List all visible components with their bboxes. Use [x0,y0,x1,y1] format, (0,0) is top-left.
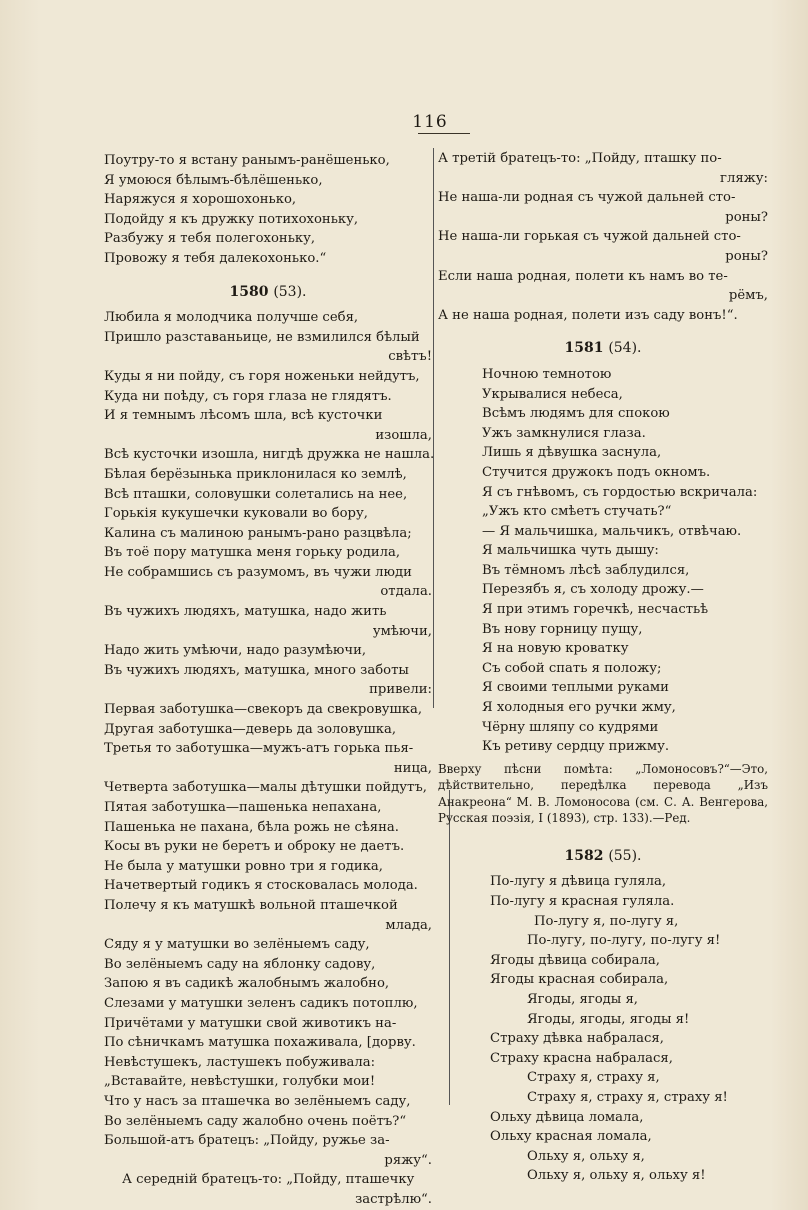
poem-line: Горькія кукушечки куковали во бору, [104,506,368,522]
poem-line: Невѣстушекъ, ластушекъ побуживала: [104,1054,376,1070]
poem-line: По сѣничкамъ матушка похаживала, [дорву. [104,1035,416,1051]
poem-line: ряжу“. [384,1152,432,1168]
poem-line: Первая заботушка—свекоръ да свекровушка, [104,702,423,718]
poem-line: умѣючи, [372,623,432,639]
poem-line: Наряжуся я хорошохонько, [104,192,297,208]
poem-line: свѣтъ! [388,349,432,365]
poem-line: Полечу я къ матушкѣ вольной пташечкой [104,897,398,913]
poem-line: Ольху дѣвица ломала, [490,1109,644,1125]
editorial-note: Вверху пѣсни помѣта: „Ломоносовъ?“—Это, дѣйствительно, передѣлка перевода „Изъ Анакреона“ М. В. Ломоносова (см. С. А. Венгерова, Русская поэзія, I (1893), стр. 133).—Ред. [438,761,768,826]
poem-line: Въ нову горницу пущу, [482,621,643,637]
poem-line: Въ чужихъ людяхъ, матушка, надо жить [104,604,387,620]
song-heading-1582 [438,847,768,867]
poem-line: „Ужъ кто смѣетъ стучать?“ [482,504,672,520]
poem-1582 [438,872,768,1186]
poem-line: Ягоды дѣвица собирала, [490,952,660,968]
poem-line: Четверта заботушка—малы дѣтушки пойдутъ, [104,780,427,796]
poem-line: Съ собой спать я положу; [482,660,662,676]
poem-line: Ягоды, ягоды я, [527,991,638,1007]
poem-line: млада, [385,917,432,933]
poem-line: Если наша родная, полети къ намъ во те- [438,268,728,284]
poem-line: ница, [393,760,432,776]
poem-line: Сяду я у матушки во зелёныемъ саду, [104,937,370,953]
poem-line: Ягоды, ягоды, ягоды я! [527,1011,690,1027]
song-heading-1581 [438,339,768,359]
poem-line: Я умоюся бѣлымъ-бѣлёшенько, [104,172,323,188]
poem-line: Бѣлая берёзынька приклонилася ко землѣ, [104,466,407,482]
song-number: 1580 [229,283,269,300]
song-ref: (53). [273,283,307,300]
poem-line: отдала. [380,584,432,600]
poem-line: Стучится дружокъ подъ окномъ. [482,464,711,480]
poem-1580-continuation [438,149,768,325]
poem-line: Я на новую кроватку [482,641,629,657]
poem-line: Не собрамшись съ разумомъ, въ чужи люди [104,564,412,580]
poem-line: Всѣ кусточки изошла, нигдѣ дружка не нашла. [104,447,435,463]
poem-line: Страху я, страху я, [527,1070,660,1086]
poem-line: По-лугу я дѣвица гуляла, [490,874,667,890]
poem-line: Любила я молодчика получше себя, [104,310,359,326]
poem-line: Начетвертый годикъ я стосковалась молода. [104,878,418,894]
poem-line: Причётами у матушки свой животикъ на- [104,1015,397,1031]
poem-line: Всѣ пташки, соловушки солетались на нее, [104,486,408,502]
poem-line: Ягоды красная собирала, [490,972,669,988]
poem-1580 [104,308,435,1209]
poem-1581 [438,365,768,757]
poem-line: роны? [725,209,768,225]
poem-line: Пятая заботушка—пашенька непахана, [104,800,382,815]
poem-line: Другая заботушка—деверь да золовушка, [104,721,397,737]
poem-line: Поутру-то я встану ранымъ-ранёшенько, [104,153,390,168]
poem-ending-block [104,151,432,269]
poem-line: Куда ни поѣду, съ горя глаза не глядятъ. [104,388,392,404]
song-number: 1581 [564,340,604,357]
poem-line: Пришло разставаньице, не взмилился бѣлый [104,329,420,345]
poem-line: Я холодныя его ручки жму, [482,700,676,716]
poem-line: Не наша-ли горькая съ чужой дальней сто- [438,229,741,245]
poem-line: „Вставайте, невѣстушки, голубки мои! [104,1074,376,1090]
poem-line: Надо жить умѣючи, надо разумѣючи, [104,643,367,659]
poem-line: застрѣлю“. [355,1191,432,1207]
poem-line: Ночною темнотою [482,366,612,382]
poem-line: Страху красна набралася, [490,1050,673,1066]
poem-line: — Я мальчишка, мальчикъ, отвѣчаю. [482,523,742,539]
poem-line: Подойду я къ дружку потихохоньку, [104,211,359,227]
poem-line: И я темнымъ лѣсомъ шла, всѣ кусточки [104,408,383,424]
song-number: 1582 [564,847,604,864]
poem-line: роны? [725,248,768,264]
poem-line: Я при этимъ горечкѣ, несчастьѣ [482,602,709,618]
poem-line: Калина съ малиною ранымъ-рано разцвѣла; [104,525,412,541]
poem-line: Перезябъ я, съ холоду дрожу.— [482,582,704,598]
poem-line: По-лугу я красная гуляла. [490,894,675,909]
poem-line: изошла, [375,427,432,443]
poem-line: А третій братецъ-то: „Пойду, пташку по- [438,151,722,166]
poem-line: Что у насъ за пташечка во зелёныемъ саду, [104,1093,411,1109]
poem-line: Въ тоё пору матушка меня горьку родила, [104,545,401,561]
page-number: 116 [412,112,448,132]
poem-line: Ольху я, ольху я, ольху я! [527,1168,706,1184]
poem-line: Я своими теплыми руками [482,680,669,696]
poem-line: А середній братецъ-то: „Пойду, пташечку [122,1172,415,1188]
poem-line: Ольху красная ломала, [490,1129,652,1145]
poem-line: Страху я, страху я, страху я! [527,1089,728,1105]
song-ref: (55). [608,847,642,864]
poem-line: Всѣмъ людямъ для спокою [482,406,670,422]
poem-line: гляжу: [720,170,768,186]
poem-line: Слезами у матушки зеленъ садикъ потоплю, [104,995,418,1011]
column-divider [433,148,434,708]
left-column [104,151,435,1209]
poem-line: Разбужу я тебя полегохоньку, [104,231,316,247]
page-number-rule [418,133,470,134]
poem-line: Я съ гнѣвомъ, съ гордостью вскричала: [482,484,758,500]
song-ref: (54). [608,340,642,357]
poem-line: Запою я въ садикѣ жалобнымъ жалобно, [104,976,390,992]
poem-line: Большой-атъ братецъ: „Пойду, ружье за- [104,1133,390,1149]
poem-line: Не наша-ли родная съ чужой дальней сто- [438,190,736,206]
poem-line: Укрывалися небеса, [482,386,623,402]
poem-line: Во зелёныемъ саду на яблонку садову, [104,956,376,972]
poem-line: Къ ретиву сердцу прижму. [482,739,670,755]
poem-line: рёмъ, [728,288,768,304]
poem-line: Во зелёныемъ саду жалобно очень поётъ?“ [104,1113,407,1129]
poem-line: Не была у матушки ровно три я годика, [104,858,383,874]
poem-line: Куды я ни пойду, съ горя ноженьки нейдутъ, [104,368,420,384]
poem-line: Страху дѣвка набралася, [490,1031,664,1047]
poem-line: Въ тёмномъ лѣсѣ заблудился, [482,562,690,578]
poem-line: Третья то заботушка—мужъ-атъ горька пья- [104,741,414,757]
poem-line: По-лугу я, по-лугу я, [534,913,679,929]
poem-line: Ужъ замкнулися глаза. [482,425,646,441]
poem-line: Въ чужихъ людяхъ, матушка, много заботы [104,662,409,678]
poem-line: Пашенька не пахана, бѣла рожь не сѣяна. [104,819,399,835]
right-column [438,149,768,1186]
poem-line: Ольху я, ольху я, [527,1148,645,1164]
poem-line: привели: [369,682,432,698]
poem-line: Провожу я тебя далекохонько.“ [104,250,327,266]
poem-line: А не наша родная, полети изъ саду вонъ!“. [438,307,738,323]
poem-line: Я мальчишка чуть дышу: [482,543,659,559]
poem-line: Косы въ руки не беретъ и оброку не даетъ. [104,839,405,855]
poem-line: По-лугу, по-лугу, по-лугу я! [527,933,721,949]
song-heading-1580 [104,283,432,303]
poem-line: Чёрну шляпу со кудрями [482,719,659,735]
poem-line: Лишь я дѣвушка заснула, [482,445,662,461]
